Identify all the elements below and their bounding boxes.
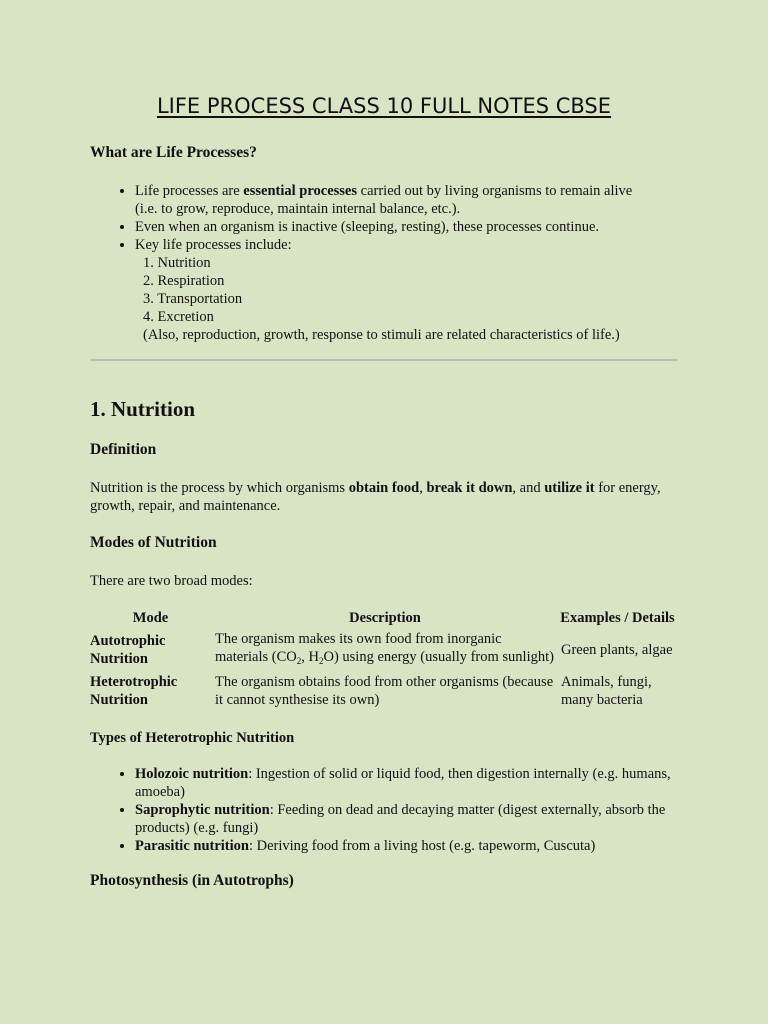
text: O) using energy (usually from sunlight) xyxy=(323,649,554,665)
text: for energy, growth, repair, and maintenance. xyxy=(90,480,661,514)
text: : Ingestion of solid or liquid food, then digestion internally (e.g. humans, amoeba) xyxy=(135,766,671,800)
key-process-note: (Also, reproduction, growth, response to stimuli are related characteristics of life.) xyxy=(143,327,620,343)
bold-text: Parasitic nutrition xyxy=(135,838,249,854)
text: : Deriving food from a living host (e.g. tapeworm, Cuscuta) xyxy=(248,838,596,854)
table-header: Examples / Details xyxy=(560,610,675,626)
bold-text: Holozoic nutrition xyxy=(135,766,249,782)
table-cell-description xyxy=(213,630,557,673)
bold-text: break it down xyxy=(426,480,513,496)
subscript: 2 xyxy=(318,656,324,666)
subscript: 2 xyxy=(296,656,302,666)
key-process-item: 1. Nutrition xyxy=(143,255,211,271)
text: : Feeding on dead and decaying matter (digest externally, absorb the products) (e.g. fungi) xyxy=(135,802,666,836)
photosynthesis-heading: Photosynthesis (in Autotrophs) xyxy=(90,872,294,889)
intro-list xyxy=(90,182,678,344)
bullet-text: carried out by living organisms to remain alive xyxy=(357,183,633,199)
bold-text: Saprophytic nutrition xyxy=(135,802,270,818)
nutrition-heading: 1. Nutrition xyxy=(90,397,195,421)
bullet-text: (i.e. to grow, reproduce, maintain internal balance, etc.). xyxy=(135,201,461,217)
list-item xyxy=(135,801,678,837)
intro-bullet-3 xyxy=(135,236,678,344)
table-header-row xyxy=(88,609,678,630)
page-title: LIFE PROCESS CLASS 10 FULL NOTES CBSE xyxy=(156,94,612,118)
bullet-text: Life processes are xyxy=(135,183,244,199)
modes-heading: Modes of Nutrition xyxy=(90,534,217,551)
key-process-list xyxy=(135,254,678,344)
intro-bullet-2: • Even when an organism is inactive (sleeping, resting), these processes continue. xyxy=(135,218,678,236)
list-item xyxy=(135,837,678,855)
bold-text: essential processes xyxy=(243,183,358,199)
text: , H xyxy=(301,649,319,665)
key-process-item: 2. Respiration xyxy=(143,273,225,289)
table-header: Description xyxy=(349,610,421,626)
text: , xyxy=(419,480,427,496)
key-process-item: 3. Transportation xyxy=(143,291,243,307)
text: The organism makes its own food from inorganic materials (CO xyxy=(215,631,502,665)
modes-intro: There are two broad modes: xyxy=(90,573,253,589)
table-cell-mode: Heterotrophic Nutrition xyxy=(90,674,178,708)
list-item xyxy=(135,765,678,801)
intro-heading: What are Life Processes? xyxy=(90,144,257,161)
bold-text: utilize it xyxy=(544,480,595,496)
intro-bullet-1 xyxy=(135,182,678,218)
table-header: Mode xyxy=(132,610,169,626)
types-list xyxy=(90,765,678,855)
modes-table xyxy=(88,609,678,712)
types-heading: Types of Heterotrophic Nutrition xyxy=(90,730,295,746)
table-cell-examples: Animals, fungi, many bacteria xyxy=(561,674,652,708)
table-row xyxy=(88,630,678,673)
section-divider xyxy=(90,359,678,361)
table-cell-mode: Autotrophic Nutrition xyxy=(90,633,166,667)
text: , and xyxy=(512,480,545,496)
definition-text xyxy=(90,479,678,515)
bold-text: obtain food xyxy=(348,480,420,496)
bullet-text: Key life processes include: xyxy=(135,237,292,253)
text: Nutrition is the process by which organisms xyxy=(90,480,349,496)
key-process-item: 4. Excretion xyxy=(143,309,214,325)
table-cell-examples: Green plants, algae xyxy=(561,642,673,658)
definition-heading: Definition xyxy=(90,441,157,458)
table-cell-description: The organism obtains food from other organisms (because it cannot synthesise its own) xyxy=(215,674,554,708)
table-row xyxy=(88,673,678,712)
